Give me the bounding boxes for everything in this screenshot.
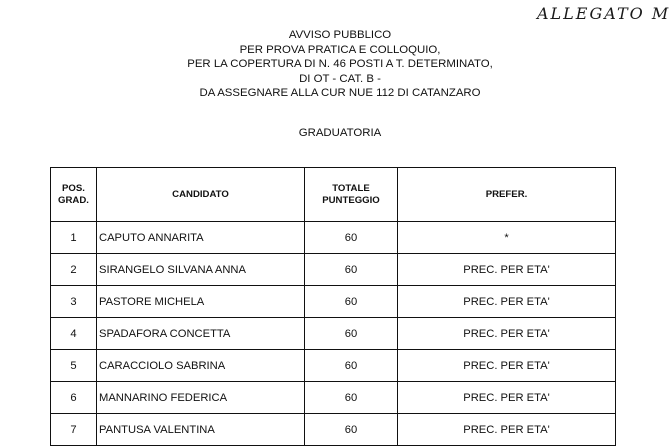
cell-score: 60 (305, 350, 398, 382)
heading-line: DA ASSEGNARE ALLA CUR NUE 112 DI CATANZARO (199, 87, 481, 100)
cell-position: 7 (51, 414, 97, 446)
cell-preference: PREC. PER ETA' (398, 286, 616, 318)
heading-line: PER LA COPERTURA DI N. 46 POSTI A T. DETERMINATO, (187, 58, 493, 71)
document-heading (140, 28, 540, 101)
cell-preference: PREC. PER ETA' (398, 254, 616, 286)
heading-line: AVVISO PUBBLICO (288, 29, 392, 41)
cell-score: 60 (305, 222, 398, 254)
cell-score: 60 (305, 286, 398, 318)
cell-position: 2 (51, 254, 97, 286)
ranking-table (50, 167, 616, 446)
column-header-candidate: CANDIDATO (97, 168, 305, 222)
table-row (51, 414, 616, 446)
table-row (51, 382, 616, 414)
column-header-preference: PREFER. (398, 168, 616, 222)
table-row (51, 286, 616, 318)
cell-preference: PREC. PER ETA' (398, 382, 616, 414)
column-header-position-line1: POS. (62, 182, 85, 194)
table-row (51, 350, 616, 382)
cell-position: 3 (51, 286, 97, 318)
table-header-row (51, 168, 616, 222)
cell-preference: * (398, 222, 616, 254)
cell-position: 6 (51, 382, 97, 414)
cell-candidate: PANTUSA VALENTINA (97, 414, 305, 446)
cell-position: 1 (51, 222, 97, 254)
cell-candidate: SPADAFORA CONCETTA (97, 318, 305, 350)
cell-preference: PREC. PER ETA' (398, 350, 616, 382)
cell-position: 5 (51, 350, 97, 382)
table-row (51, 254, 616, 286)
cell-candidate: SIRANGELO SILVANA ANNA (97, 254, 305, 286)
cell-candidate: CARACCIOLO SABRINA (97, 350, 305, 382)
cell-position: 4 (51, 318, 97, 350)
cell-candidate: PASTORE MICHELA (97, 286, 305, 318)
column-header-position-line2: GRAD. (58, 194, 89, 206)
cell-score: 60 (305, 318, 398, 350)
cell-candidate: MANNARINO FEDERICA (97, 382, 305, 414)
cell-preference: PREC. PER ETA' (398, 414, 616, 446)
column-header-total (305, 168, 398, 222)
column-header-total-line1: TOTALE (332, 182, 370, 194)
cell-preference: PREC. PER ETA' (398, 318, 616, 350)
handwritten-annotation: ALLEGATO M (537, 4, 670, 23)
table-row (51, 318, 616, 350)
document-subtitle: GRADUATORIA (298, 127, 382, 139)
heading-line: PER PROVA PRATICA E COLLOQUIO, (239, 43, 441, 56)
column-header-position (51, 168, 97, 222)
cell-score: 60 (305, 254, 398, 286)
cell-score: 60 (305, 382, 398, 414)
column-header-total-line2: PUNTEGGIO (322, 194, 380, 206)
table-row (51, 222, 616, 254)
cell-score: 60 (305, 414, 398, 446)
cell-candidate: CAPUTO ANNARITA (97, 222, 305, 254)
heading-line: DI OT - CAT. B - (299, 72, 381, 85)
